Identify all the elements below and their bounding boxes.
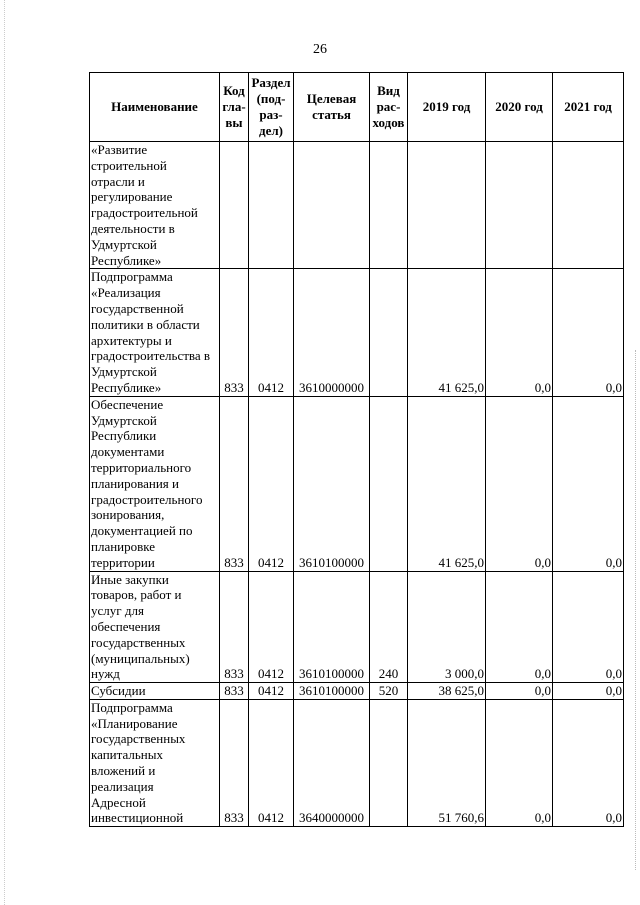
row-target: 3610100000 [294, 571, 370, 683]
row-2019: 38 625,0 [408, 683, 486, 700]
header-section: Раздел (под- раз- дел) [249, 73, 294, 142]
table-row [90, 142, 624, 269]
row-2020: 0,0 [486, 699, 553, 826]
table-header-row [90, 73, 624, 142]
header-expense: Вид рас- ходов [370, 73, 408, 142]
row-2019: 51 760,6 [408, 699, 486, 826]
row-2019: 41 625,0 [408, 269, 486, 396]
row-2020: 0,0 [486, 269, 553, 396]
row-2021: 0,0 [553, 699, 624, 826]
row-expense: 520 [370, 683, 408, 700]
row-2020: 0,0 [486, 683, 553, 700]
header-code: Код гла- вы [220, 73, 249, 142]
row-expense [370, 142, 408, 269]
table-row [90, 571, 624, 683]
row-section: 0412 [249, 571, 294, 683]
row-2021: 0,0 [553, 571, 624, 683]
scan-edge-right [634, 350, 636, 870]
row-section: 0412 [249, 699, 294, 826]
header-2020: 2020 год [486, 73, 553, 142]
row-section [249, 142, 294, 269]
row-2019 [408, 142, 486, 269]
row-2021: 0,0 [553, 683, 624, 700]
row-target: 3610000000 [294, 269, 370, 396]
row-expense [370, 699, 408, 826]
row-target [294, 142, 370, 269]
row-name: Подпрограмма «Реализация государственной политики в области архитектуры и градостроительства в Удмуртской Республике» [90, 269, 220, 396]
row-2021: 0,0 [553, 396, 624, 571]
row-code: 833 [220, 699, 249, 826]
row-code: 833 [220, 269, 249, 396]
row-2020: 0,0 [486, 396, 553, 571]
row-2021 [553, 142, 624, 269]
row-name: Иные закупки товаров, работ и услуг для обеспечения государственных (муниципальных) нужд [90, 571, 220, 683]
row-code: 833 [220, 396, 249, 571]
row-section: 0412 [249, 269, 294, 396]
row-target: 3610100000 [294, 683, 370, 700]
header-name: Наименование [90, 73, 220, 142]
header-2021: 2021 год [553, 73, 624, 142]
row-2019: 3 000,0 [408, 571, 486, 683]
row-code: 833 [220, 683, 249, 700]
row-target: 3640000000 [294, 699, 370, 826]
table-row [90, 269, 624, 396]
row-name: Субсидии [90, 683, 220, 700]
table-row [90, 699, 624, 826]
table-row [90, 396, 624, 571]
header-2019: 2019 год [408, 73, 486, 142]
row-name: Обеспечение Удмуртской Республики документами территориального планирования и градостроительного зонирования, документацией по планировке территории [90, 396, 220, 571]
budget-table [89, 72, 624, 827]
row-name: «Развитие строительной отрасли и регулирование градостроительной деятельности в Удмуртской Республике» [90, 142, 220, 269]
row-expense [370, 396, 408, 571]
row-2019: 41 625,0 [408, 396, 486, 571]
header-target: Целевая статья [294, 73, 370, 142]
row-target: 3610100000 [294, 396, 370, 571]
row-section: 0412 [249, 683, 294, 700]
page-number: 26 [313, 42, 327, 57]
row-2020 [486, 142, 553, 269]
row-2021: 0,0 [553, 269, 624, 396]
row-section: 0412 [249, 396, 294, 571]
row-name: Подпрограмма «Планирование государственных капитальных вложений и реализация Адресной инвестиционной [90, 699, 220, 826]
row-code [220, 142, 249, 269]
scan-edge-left [4, 0, 6, 905]
table-row [90, 683, 624, 700]
row-expense: 240 [370, 571, 408, 683]
row-2020: 0,0 [486, 571, 553, 683]
row-code: 833 [220, 571, 249, 683]
row-expense [370, 269, 408, 396]
